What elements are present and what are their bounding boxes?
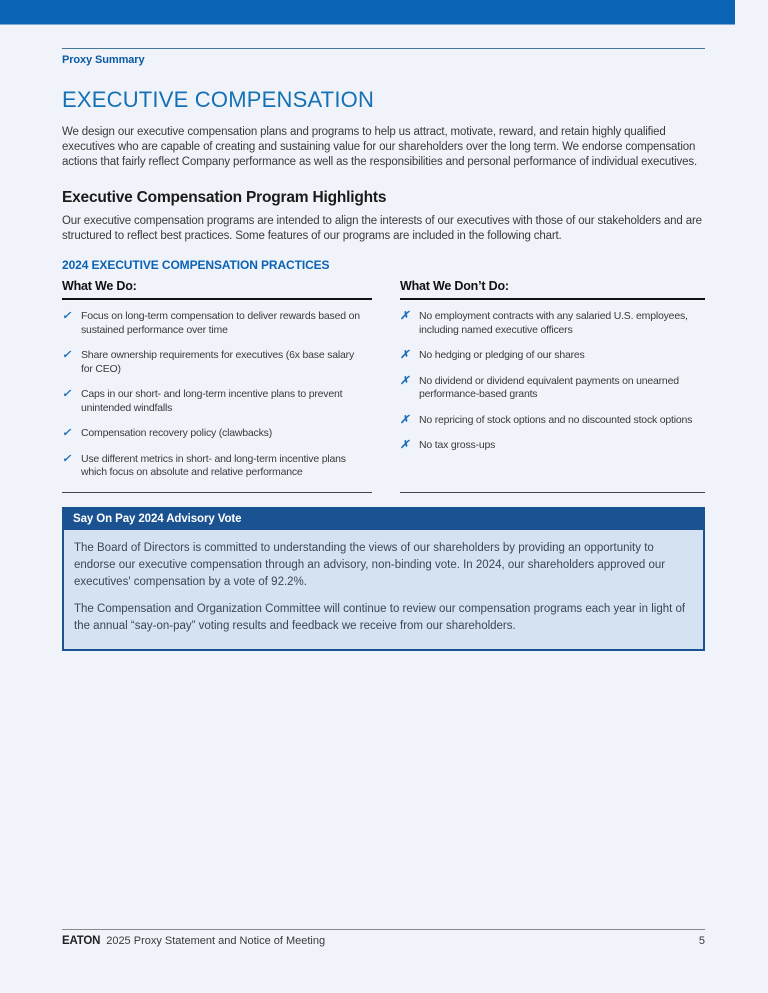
cross-icon: ✗	[400, 439, 410, 451]
what-we-do-column	[62, 279, 372, 493]
say-on-pay-paragraph: The Board of Directors is committed to understanding the views of our shareholders by providing an opportunity to endorse our executive compensation through an advisory, non-binding vote. In 2024, our shareholders approved our executives' compensation by a vote of 92.2%.	[74, 541, 666, 588]
what-we-dont-do-header: What We Don’t Do:	[400, 279, 705, 300]
list-item-text: Caps in our short- and long-term incentive plans to prevent unintended windfalls	[81, 388, 343, 414]
cross-icon: ✗	[400, 349, 410, 361]
list-item	[62, 453, 372, 480]
header-rule	[62, 48, 705, 49]
what-we-dont-do-column	[400, 279, 705, 493]
page-footer	[62, 929, 705, 947]
list-item-text: No tax gross-ups	[419, 439, 496, 451]
what-we-do-header: What We Do:	[62, 279, 372, 300]
cross-icon: ✗	[400, 413, 410, 426]
list-item	[400, 414, 705, 428]
list-item-text: Compensation recovery policy (clawbacks)	[81, 427, 272, 439]
page-title: EXECUTIVE COMPENSATION	[62, 87, 375, 112]
breadcrumb: Proxy Summary	[62, 54, 145, 66]
list-item-text: No repricing of stock options and no discounted stock options	[419, 413, 693, 426]
say-on-pay-header: Say On Pay 2024 Advisory Vote	[64, 509, 703, 530]
what-we-dont-do-list	[400, 300, 705, 492]
check-icon: ✓	[62, 349, 72, 361]
list-item-text: Focus on long-term compensation to deliver rewards based on sustained performance over time	[81, 310, 360, 336]
list-item	[62, 388, 372, 415]
say-on-pay-body	[64, 530, 703, 649]
page-number: 5	[698, 935, 705, 947]
list-item	[400, 439, 705, 453]
list-item-text: No dividend or dividend equivalent payments on unearned performance-based grants	[419, 374, 679, 400]
say-on-pay-paragraph: The Compensation and Organization Committee will continue to review our compensation programs each year in light of the annual “say-on-pay” voting results and feedback we receive from our shareholders.	[74, 602, 686, 632]
list-item-text: No employment contracts with any salaried U.S. employees, including named executive officers	[419, 310, 688, 336]
say-on-pay-callout	[62, 507, 705, 651]
list-item	[62, 427, 372, 441]
list-item	[62, 310, 372, 337]
check-icon: ✓	[62, 388, 72, 400]
cross-icon: ✗	[400, 310, 410, 322]
check-icon: ✓	[62, 310, 72, 322]
practices-chart-title: 2024 EXECUTIVE COMPENSATION PRACTICES	[62, 258, 330, 272]
what-we-do-list	[62, 300, 372, 492]
highlights-heading: Executive Compensation Program Highlights	[62, 189, 387, 206]
check-icon: ✓	[62, 452, 72, 465]
cross-icon: ✗	[400, 374, 410, 387]
page-content	[62, 0, 705, 651]
list-item-text: Share ownership requirements for executives (6x base salary for CEO)	[81, 349, 355, 375]
list-item	[62, 349, 372, 376]
list-item	[400, 375, 705, 402]
list-item-text: Use different metrics in short- and long-term incentive plans which focus on absolute and relative performance	[81, 452, 346, 478]
list-item-text: No hedging or pledging of our shares	[419, 349, 585, 361]
practices-columns	[62, 279, 705, 493]
footer-brand: EATON	[62, 935, 101, 947]
check-icon: ✓	[62, 427, 72, 439]
footer-document-title: 2025 Proxy Statement and Notice of Meeting	[106, 935, 326, 947]
intro-paragraph: We design our executive compensation plans and programs to help us attract, motivate, reward, and retain highly qualified executives who are capable of creating and sustaining value for our shareholders over the long term. We endorse compensation actions that fairly reflect Company performance as well as the responsibilities and personal performance of individual executives.	[62, 126, 698, 168]
list-item	[400, 310, 705, 337]
list-item	[400, 349, 705, 363]
highlights-paragraph: Our executive compensation programs are intended to align the interests of our executives with those of our stakeholders and are structured to reflect best practices. Some features of our programs are included in the following chart.	[62, 215, 702, 242]
